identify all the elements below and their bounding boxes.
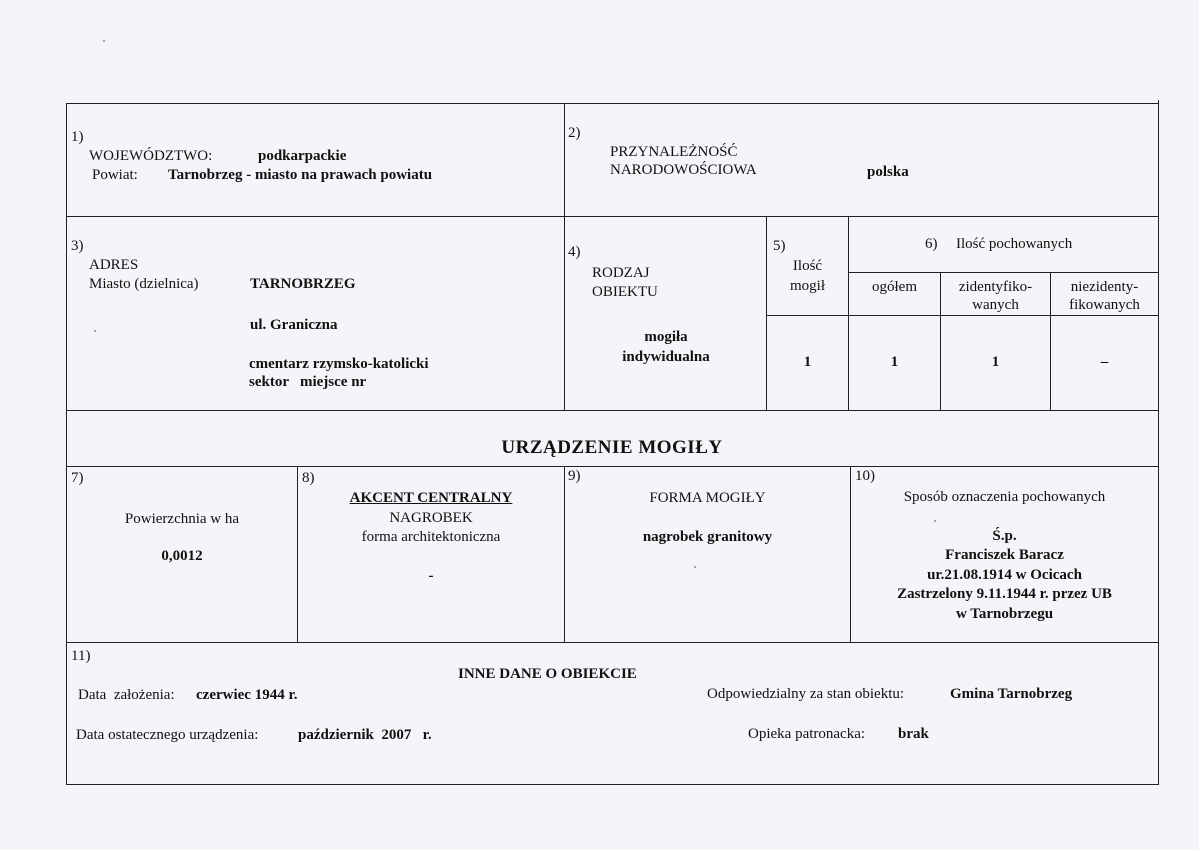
section-9-number: 9) [568,468,581,484]
deceased-place: w Tarnobrzegu [955,606,1054,622]
area-label: Powierzchnia w ha [124,511,240,527]
voivodeship-label: WOJEWÓDZTWO: [89,148,213,164]
architectural-form-label: forma architektoniczna [361,529,501,545]
border-bottom [66,784,1159,785]
last-arrangement-value: październik 2007 r. [298,727,432,743]
divider-col-r1 [564,103,565,410]
section-8-number: 8) [302,470,315,486]
deceased-birth: ur.21.08.1914 w Ocicach [927,567,1082,583]
col-total-header: ogółem [872,279,917,295]
col-identified-header-1: zidentyfiko- [958,279,1033,295]
graves-count-label-2: mogił [789,278,825,294]
deceased-prefix: Ś.p. [992,528,1017,544]
central-accent-title: AKCENT CENTRALNY [349,490,513,506]
border-right [1158,100,1159,785]
divider-col-6 [848,216,849,410]
district-label: Powiat: [92,167,138,183]
section-6-number: 6) [925,236,938,252]
deceased-death: Zastrzelony 9.11.1944 r. przez UB [897,586,1112,602]
last-arrangement-label: Data ostatecznego urządzenia: [76,727,259,743]
scan-speck [694,566,696,568]
marking-method-label: Sposób oznaczenia pochowanych [903,489,1106,505]
section-5-number: 5) [773,238,786,254]
voivodeship-value: podkarpackie [258,148,347,164]
responsible-label: Odpowiedzialny za stan obiektu: [707,686,905,702]
responsible-value: Gmina Tarnobrzeg [950,686,1073,702]
divider-row3 [66,466,1158,467]
central-accent-value: - [428,568,434,584]
scan-speck [94,330,96,332]
district-value: Tarnobrzeg - miasto na prawach powiatu [168,167,433,183]
divider-row1 [66,216,1158,217]
city-value: TARNOBRZEG [250,276,356,292]
col-unidentified-header-1: niezidenty- [1070,279,1139,295]
section-3-number: 3) [71,238,84,254]
section-heading: URZĄDZENIE MOGIŁY [501,437,723,458]
deceased-name: Franciszek Baracz [945,547,1064,563]
nationality-label-1: PRZYNALEŻNOŚĆ [610,144,738,160]
founded-label: Data założenia: [78,687,175,703]
object-type-label-2: OBIEKTU [592,284,658,300]
col-identified-header-2: wanych [972,297,1019,313]
border-top [66,103,1158,104]
grave-form-value: nagrobek granitowy [642,529,773,545]
unidentified-value: – [1100,354,1109,370]
founded-value: czerwiec 1944 r. [196,687,298,703]
buried-count-title: Ilość pochowanych [956,236,1073,252]
section-11-number: 11) [71,648,91,664]
divider-col-5 [766,216,767,410]
street-value: ul. Graniczna [250,317,338,333]
object-type-value-1: mogiła [644,329,688,345]
col-unidentified-header-2: fikowanych [1069,297,1140,313]
graves-count-label-1: Ilość [792,258,823,274]
city-label: Miasto (dzielnica) [89,276,199,292]
divider-row4 [66,642,1158,643]
scan-speck [934,520,936,522]
cemetery-value: cmentarz rzymsko-katolicki [249,356,429,372]
other-data-title: INNE DANE O OBIEKCIE [458,666,637,682]
area-value: 0,0012 [161,548,203,564]
identified-value: 1 [991,354,1000,370]
section-10-number: 10) [855,468,875,484]
patronage-label: Opieka patronacka: [748,726,866,742]
object-type-label-1: RODZAJ [592,265,650,281]
object-type-value-2: indywidualna [622,349,710,365]
patronage-value: brak [898,726,929,742]
total-value: 1 [890,354,899,370]
divider-row2 [66,410,1158,411]
sector-value: sektor miejsce nr [249,374,367,390]
scan-speck [103,40,105,42]
nationality-value: polska [867,164,909,180]
graves-count-value: 1 [803,354,812,370]
grave-form-label: FORMA MOGIŁY [649,490,766,506]
section-1-number: 1) [71,129,84,145]
section-2-number: 2) [568,125,581,141]
section-4-number: 4) [568,244,581,260]
address-label: ADRES [89,257,139,273]
tombstone-label: NAGROBEK [389,510,473,526]
divider-6-header [766,315,1158,316]
section-7-number: 7) [71,470,84,486]
nationality-label-2: NARODOWOŚCIOWA [610,162,757,178]
divider-6-title [848,272,1158,273]
